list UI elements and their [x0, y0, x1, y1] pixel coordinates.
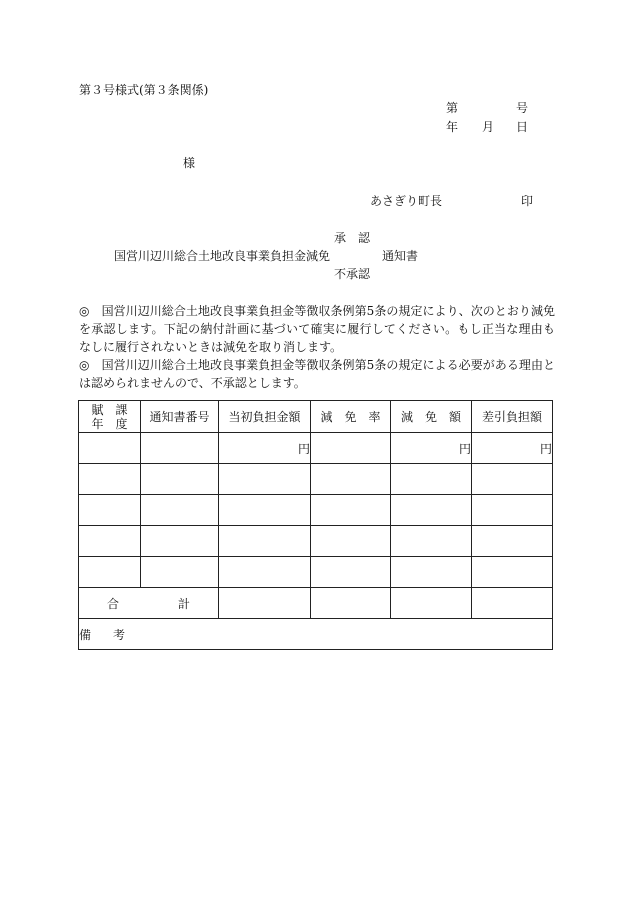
cell-initial-amount[interactable]: 円: [219, 433, 311, 464]
header-fiscal-year: 賦 課 年 度: [79, 401, 141, 433]
table-row: [79, 495, 553, 526]
cell-initial-amount[interactable]: [219, 495, 311, 526]
cell-total-net-amount[interactable]: [472, 588, 553, 619]
title-suffix: 通知書: [382, 249, 419, 263]
cell-notice-number[interactable]: [141, 433, 219, 464]
cell-notice-number[interactable]: [141, 526, 219, 557]
date-month: 月: [482, 120, 495, 134]
reduction-table: [78, 400, 553, 650]
issuer-name: あさぎり町長: [370, 194, 443, 208]
cell-reduction-amount[interactable]: [391, 526, 472, 557]
header-net-amount: 差引負担額: [472, 401, 553, 433]
remarks-label: 備考: [79, 627, 148, 642]
seal-mark: 印: [521, 194, 534, 208]
table-header-row: [79, 401, 553, 433]
form-number: 第３号様式(第３条関係): [79, 83, 209, 97]
table-row: [79, 433, 553, 464]
rejection-paragraph: ◎ 国営川辺川総合土地改良事業負担金等徴収条例第5条の規定による必要がある理由とは認められませんので、不承認とします。: [79, 358, 555, 390]
cell-notice-number[interactable]: [141, 464, 219, 495]
title-main: 国営川辺川総合土地改良事業負担金減免: [114, 249, 331, 263]
cell-fiscal-year[interactable]: [79, 464, 141, 495]
cell-total-reduction-rate[interactable]: [311, 588, 391, 619]
cell-initial-amount[interactable]: [219, 526, 311, 557]
cell-reduction-rate[interactable]: [311, 433, 391, 464]
cell-total-initial-amount[interactable]: [219, 588, 311, 619]
table-remarks-row: [79, 619, 553, 650]
table-row: [79, 526, 553, 557]
doc-number-prefix: 第: [446, 101, 459, 115]
cell-fiscal-year[interactable]: [79, 526, 141, 557]
cell-reduction-rate[interactable]: [311, 557, 391, 588]
cell-fiscal-year[interactable]: [79, 433, 141, 464]
cell-notice-number[interactable]: [141, 495, 219, 526]
cell-notice-number[interactable]: [141, 557, 219, 588]
header-reduction-amount: 減 免 額: [391, 401, 472, 433]
cell-initial-amount[interactable]: [219, 464, 311, 495]
cell-initial-amount[interactable]: [219, 557, 311, 588]
approval-paragraph: ◎ 国営川辺川総合土地改良事業負担金等徴収条例第5条の規定により、次のとおり減免を承認します。下記の納付計画に基づいて確実に履行してください。もし正当な理由もなしに履行されないときは減免を取り消します。: [79, 304, 555, 354]
cell-reduction-rate[interactable]: [311, 495, 391, 526]
cell-fiscal-year[interactable]: [79, 495, 141, 526]
cell-reduction-rate[interactable]: [311, 526, 391, 557]
cell-reduction-amount[interactable]: 円: [391, 433, 472, 464]
total-label: 合 計: [79, 588, 219, 619]
addressee-suffix: 様: [183, 156, 196, 170]
cell-net-amount[interactable]: [472, 495, 553, 526]
cell-fiscal-year[interactable]: [79, 557, 141, 588]
cell-net-amount[interactable]: [472, 464, 553, 495]
remarks-cell[interactable]: [79, 619, 553, 650]
title-option-reject: 不承認: [334, 267, 371, 281]
header-notice-number: 通知書番号: [141, 401, 219, 433]
cell-net-amount[interactable]: 円: [472, 433, 553, 464]
cell-reduction-amount[interactable]: [391, 557, 472, 588]
header-initial-amount: 当初負担金額: [219, 401, 311, 433]
cell-reduction-amount[interactable]: [391, 464, 472, 495]
title-option-approve: 承 認: [334, 231, 371, 245]
table-total-row: [79, 588, 553, 619]
table-row: [79, 464, 553, 495]
date-day: 日: [516, 120, 529, 134]
table-row: [79, 557, 553, 588]
header-reduction-rate: 減 免 率: [311, 401, 391, 433]
cell-reduction-amount[interactable]: [391, 495, 472, 526]
cell-net-amount[interactable]: [472, 557, 553, 588]
cell-reduction-rate[interactable]: [311, 464, 391, 495]
cell-total-reduction-amount[interactable]: [391, 588, 472, 619]
cell-net-amount[interactable]: [472, 526, 553, 557]
date-year: 年: [446, 120, 459, 134]
doc-number-suffix: 号: [516, 101, 529, 115]
